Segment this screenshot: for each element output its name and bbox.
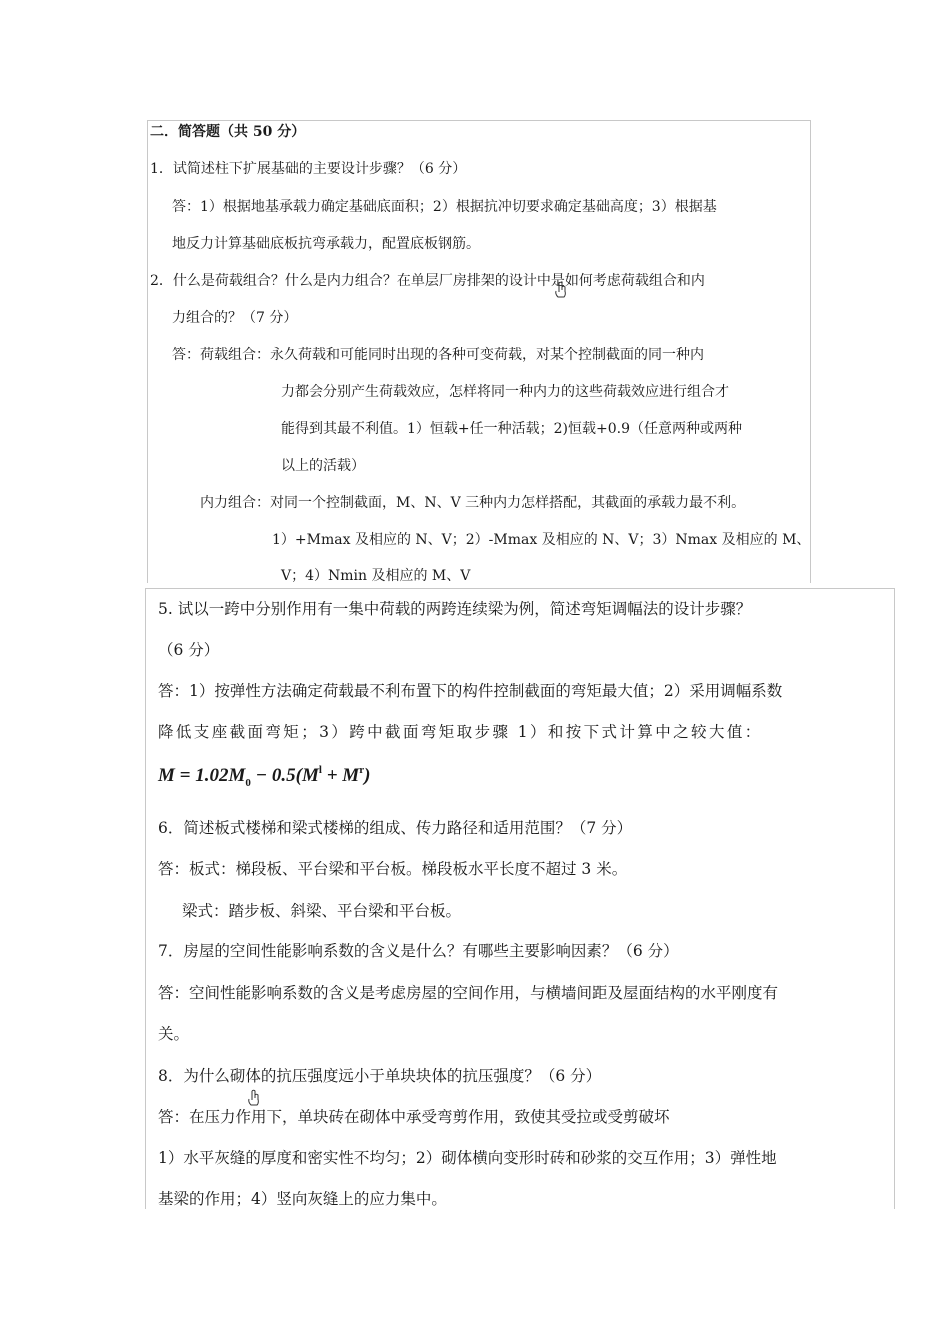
question-6: 6．简述板式楼梯和梁式楼梯的组成、传力路径和适用范围？（7 分） [158, 819, 633, 837]
answer-8-line-3: 基梁的作用；4）竖向灰缝上的应力集中。 [158, 1190, 447, 1208]
moment-formula: $M = 1.02M_0 - 0.5(M^l + M^r)$ [158, 764, 371, 789]
question-1: 1．试简述柱下扩展基础的主要设计步骤？（6 分） [150, 161, 467, 177]
answer-sheet-block-1 [147, 120, 811, 583]
answer-2-line-2: 力都会分别产生荷载效应，怎样将同一种内力的这些荷载效应进行组合才 [281, 384, 729, 400]
hand-cursor-icon [553, 281, 569, 301]
question-5-line-1: 5. 试以一跨中分别作用有一集中荷载的两跨连续梁为例，简述弯矩调幅法的设计步骤？ [158, 600, 752, 618]
answer-2-line-7: V；4）Nmin 及相应的 M、V [281, 568, 471, 584]
question-5-line-2: （6 分） [158, 641, 220, 659]
answer-1-line-2: 地反力计算基础底板抗弯承载力，配置底板钢筋。 [172, 236, 480, 252]
answer-5-line-1: 答：1）按弹性方法确定荷载最不利布置下的构件控制截面的弯矩最大值；2）采用调幅系数 [158, 682, 783, 700]
answer-2-line-3: 能得到其最不利值。1）恒载+任一种活载；2)恒载+0.9（任意两种或两种 [281, 421, 743, 437]
answer-2-line-4: 以上的活载） [281, 458, 365, 474]
answer-6-line-2: 梁式：踏步板、斜梁、平台梁和平台板。 [182, 902, 462, 920]
answer-2-line-5: 内力组合：对同一个控制截面，M、N、V 三种内力怎样搭配，其截面的承载力最不利。 [200, 495, 746, 511]
question-2-line-2: 力组合的？（7 分） [172, 310, 298, 326]
answer-7-line-2: 关。 [158, 1025, 190, 1043]
hand-cursor-icon [246, 1089, 262, 1109]
answer-2-line-1: 答：荷载组合：永久荷载和可能同时出现的各种可变荷载，对某个控制截面的同一种内 [172, 347, 704, 363]
answer-1-line-1: 答：1）根据地基承载力确定基础底面积；2）根据抗冲切要求确定基础高度；3）根据基 [172, 199, 717, 215]
question-7: 7．房屋的空间性能影响系数的含义是什么？有哪些主要影响因素？（6 分） [158, 942, 679, 960]
answer-8-line-1: 答：在压力作用下，单块砖在砌体中承受弯剪作用，致使其受拉或受剪破坏 [158, 1108, 670, 1126]
answer-7-line-1: 答：空间性能影响系数的含义是考虑房屋的空间作用，与横墙间距及屋面结构的水平刚度有 [158, 984, 779, 1002]
answer-8-line-2: 1）水平灰缝的厚度和密实性不均匀；2）砌体横向变形时砖和砂浆的交互作用；3）弹性地 [158, 1149, 777, 1167]
answer-2-line-6: 1）+Mmax 及相应的 N、V；2）-Mmax 及相应的 N、V；3）Nmax 及相应的 M、 [272, 532, 811, 548]
answer-sheet-block-2 [145, 588, 895, 1209]
answer-6-line-1: 答：板式：梯段板、平台梁和平台板。梯段板水平长度不超过 3 米。 [158, 860, 628, 878]
answer-5-line-2: 降低支座截面弯矩；3）跨中截面弯矩取步骤 1）和按下式计算中之较大值： [158, 723, 763, 741]
question-2-line-1: 2．什么是荷载组合？什么是内力组合？在单层厂房排架的设计中是如何考虑荷载组合和内 [150, 273, 705, 289]
section-title: 二．简答题（共 50 分） [150, 124, 306, 140]
question-8: 8．为什么砌体的抗压强度远小于单块块体的抗压强度？（6 分） [158, 1067, 602, 1085]
